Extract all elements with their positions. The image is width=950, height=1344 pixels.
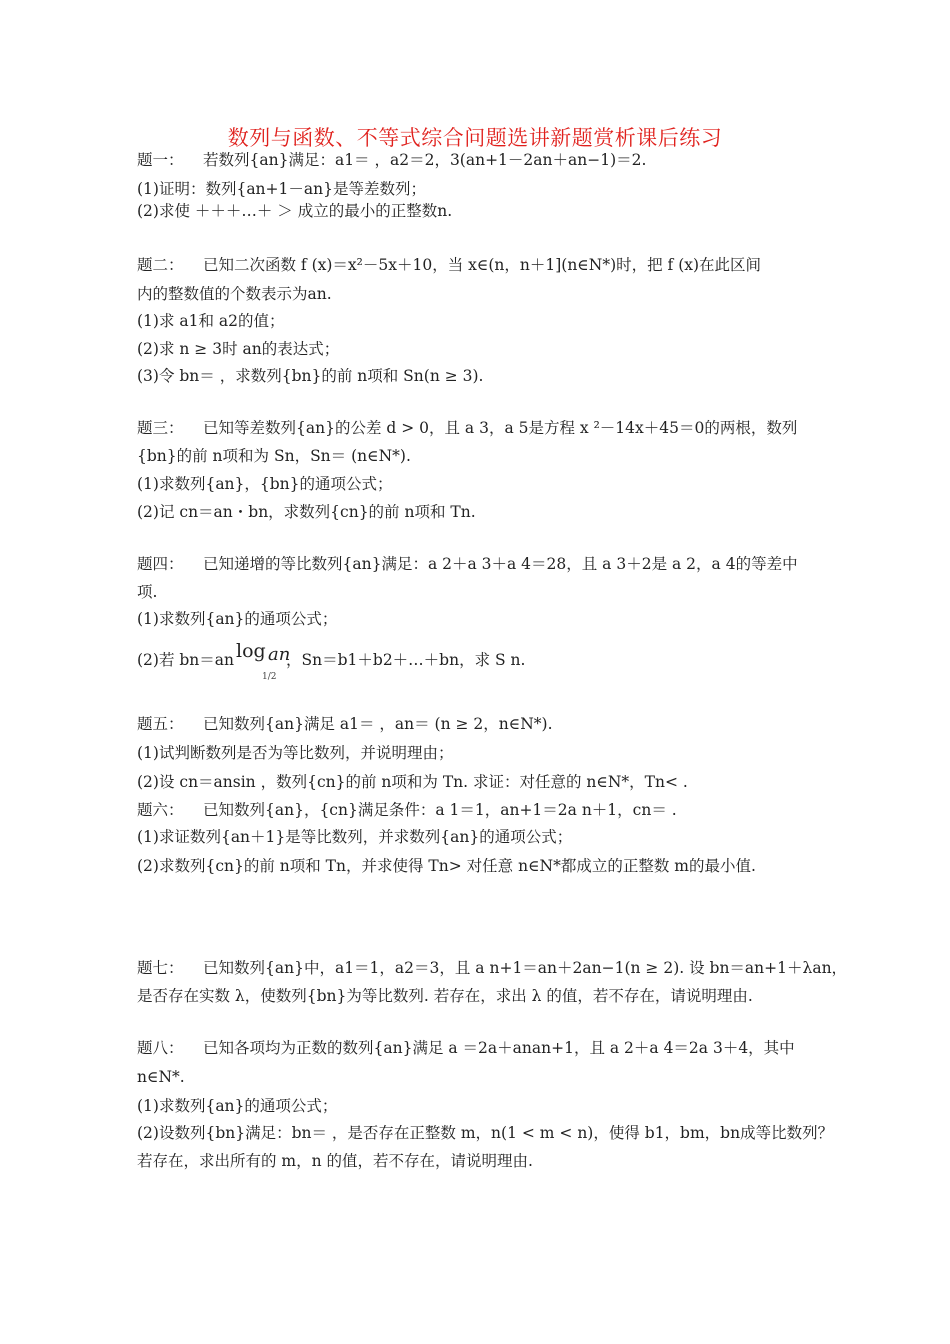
problem-text: ，Sn＝b1＋b2＋…＋bn，求 S n. (286, 651, 526, 669)
problem-1-line-2: (1)证明：数列{an+1－an}是等差数列； (137, 180, 426, 198)
problem-2-label: 题二： (137, 256, 184, 274)
problem-4-line-3: (1)求数列{an}的通项公式； (137, 610, 338, 628)
problem-text: 若数列{an}满足：a1＝ ，a2＝2，3(an+1－2an＋an−1)＝2. (203, 151, 647, 169)
problem-5-line-1 (137, 714, 553, 734)
problem-text: 已知数列{an}，{cn}满足条件：a 1＝1，an+1＝2a n＋1，cn＝ . (203, 801, 677, 819)
problem-text: 已知数列{an}满足 a1＝ ，an＝ (n ≥ 2，n∈N*). (203, 715, 553, 733)
problem-text: 已知各项均为正数的数列{an}满足 a ＝2a＋anan+1，且 a 2＋a 4＝2a 3＋4，其中 (203, 1039, 795, 1057)
problem-4-label: 题四： (137, 555, 184, 573)
problem-3-line-1 (137, 418, 797, 438)
problem-text: 已知递增的等比数列{an}满足：a 2＋a 3＋a 4＝28，且 a 3＋2是 a 2，a 4的等差中 (203, 555, 798, 573)
problem-text: 已知等差数列{an}的公差 d > 0，且 a 3，a 5是方程 x ²－14x＋45＝0的两根，数列 (203, 419, 798, 437)
problem-3-label: 题三： (137, 419, 184, 437)
problem-6-line-2: (1)求证数列{an＋1}是等比数列，并求数列{an}的通项公式； (137, 828, 573, 846)
problem-6-label: 题六： (137, 801, 184, 819)
problem-3-line-3: (1)求数列{an}，{bn}的通项公式； (137, 475, 393, 493)
problem-2-line-1 (137, 255, 761, 275)
log-base: 1/2 (262, 672, 277, 682)
problem-4-line-4 (137, 640, 526, 682)
problem-6-line-1 (137, 800, 677, 820)
problem-text: 已知数列{an}中，a1＝1，a2＝3，且 a n+1＝an＋2an−1(n ≥ 2). 设 bn＝an+1＋λan， (203, 959, 848, 977)
problem-2-line-3: (1)求 a1和 a2的值； (137, 312, 285, 330)
problem-2-line-5: (3)令 bn＝ ，求数列{bn}的前 n项和 Sn(n ≥ 3). (137, 367, 484, 385)
problem-2-line-2: 内的整数值的个数表示为an. (137, 285, 332, 303)
problem-1-line-1 (137, 150, 646, 170)
problem-8-line-1 (137, 1038, 795, 1058)
problem-4-line-2: 项. (137, 583, 158, 601)
problem-1-line-3: (2)求使 ＋＋＋…＋ ＞ 成立的最小的正整数n. (137, 202, 453, 220)
problem-text: 已知二次函数 f (x)＝x²－5x＋10，当 x∈(n，n＋1](n∈N*)时，把 f (x)在此区间 (203, 256, 762, 274)
problem-3-line-4: (2)记 cn＝an・bn，求数列{cn}的前 n项和 Tn. (137, 503, 476, 521)
problem-7-label: 题七： (137, 959, 184, 977)
page-title: 数列与函数、不等式综合问题选讲新题赏析课后练习 (227, 126, 723, 150)
problem-8-line-3: (1)求数列{an}的通项公式； (137, 1097, 338, 1115)
problem-3-line-2: {bn}的前 n项和为 Sn，Sn＝ (n∈N*). (137, 447, 411, 465)
problem-2-line-4: (2)求 n ≥ 3时 an的表达式； (137, 340, 340, 358)
log-symbol: log (236, 640, 266, 662)
problem-4-line-1 (137, 554, 798, 574)
problem-7-line-1 (137, 958, 847, 978)
problem-8-line-5: 若存在，求出所有的 m，n 的值，若不存在，请说明理由. (137, 1152, 533, 1170)
problem-1-label: 题一： (137, 151, 184, 169)
problem-5-line-2: (1)试判断数列是否为等比数列，并说明理由； (137, 744, 454, 762)
problem-6-line-3: (2)求数列{cn}的前 n项和 Tn，并求使得 Tn> 对任意 n∈N*都成立的正整数 m的最小值. (137, 857, 756, 875)
log-half-an-expression (234, 640, 291, 682)
problem-5-label: 题五： (137, 715, 184, 733)
problem-7-line-2: 是否存在实数 λ，使数列{bn}为等比数列. 若存在，求出 λ 的值，若不存在，请说明理由. (137, 987, 753, 1005)
problem-8-line-4: (2)设数列{bn}满足：bn＝ ，是否存在正整数 m，n(1 < m < n)，使得 b1，bm，bn成等比数列？ (137, 1124, 834, 1142)
problem-5-line-3: (2)设 cn＝ansin ，数列{cn}的前 n项和为 Tn. 求证：对任意的 n∈N*，Tn< . (137, 773, 688, 791)
problem-8-label: 题八： (137, 1039, 184, 1057)
log-argument: an (268, 644, 291, 665)
problem-text: (2)若 bn＝an (137, 651, 235, 669)
problem-8-line-2: n∈N*. (137, 1068, 185, 1086)
